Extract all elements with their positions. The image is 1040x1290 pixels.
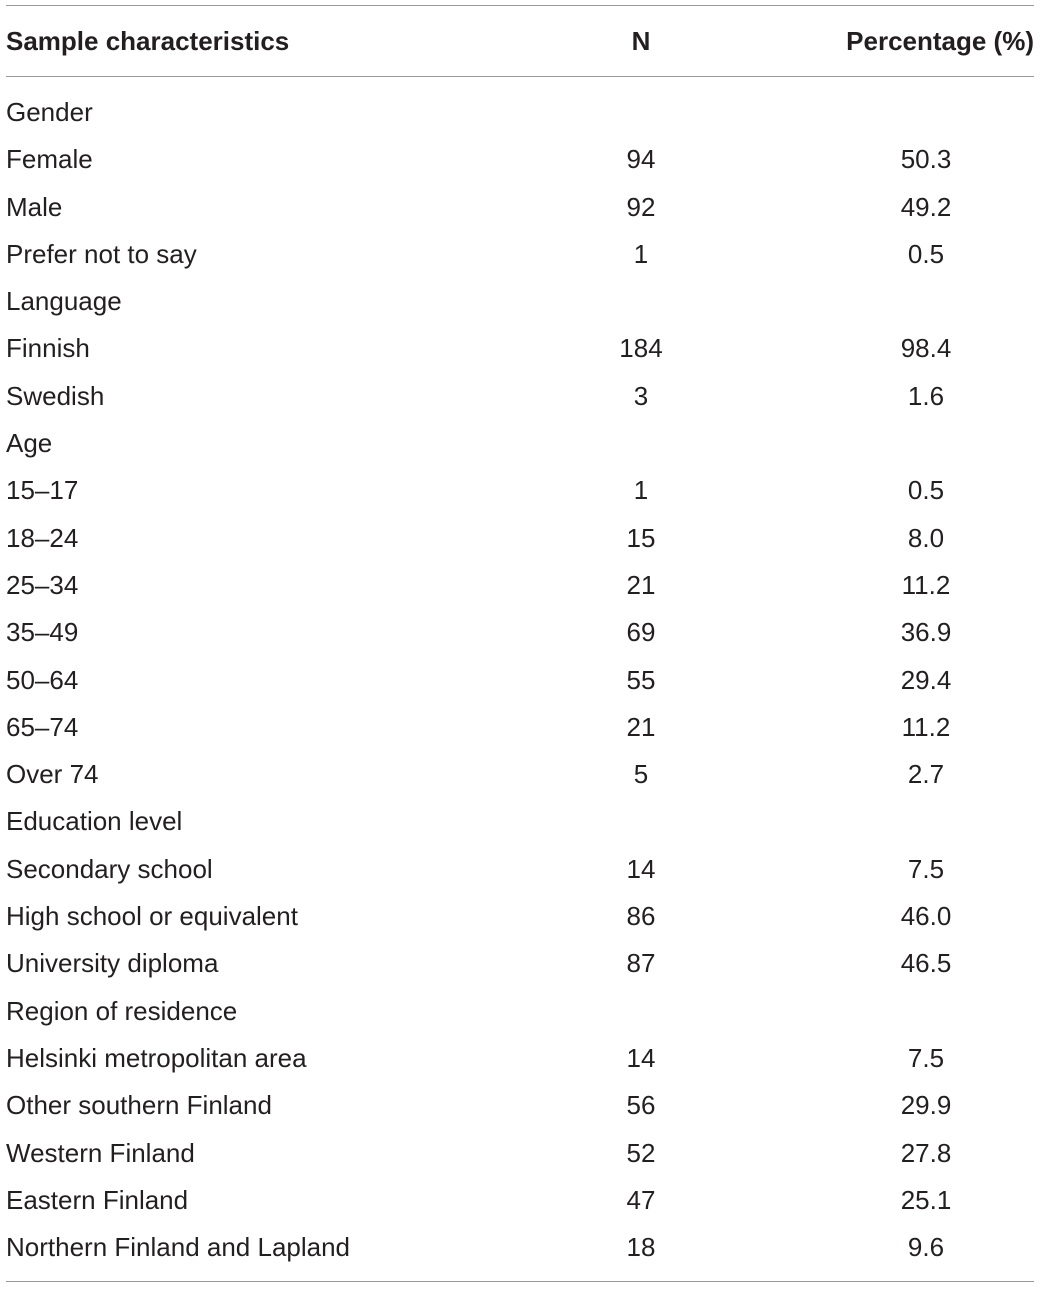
table-row — [6, 751, 1034, 798]
row-label: Prefer not to say — [6, 238, 197, 269]
row-percentage: 36.9 — [900, 617, 952, 648]
row-label: 25–34 — [6, 569, 79, 600]
table-row — [6, 1082, 1034, 1129]
row-label: Language — [6, 286, 122, 317]
table-row — [6, 940, 1034, 987]
table-row — [6, 420, 1034, 467]
row-percentage: 27.8 — [900, 1137, 952, 1168]
table-row — [6, 609, 1034, 656]
row-n: 55 — [626, 664, 656, 695]
row-label: Female — [6, 144, 93, 175]
row-percentage: 0.5 — [907, 475, 945, 506]
row-n: 69 — [626, 617, 656, 648]
row-label: 35–49 — [6, 617, 79, 648]
row-percentage: 46.0 — [900, 901, 952, 932]
row-label: Northern Finland and Lapland — [6, 1232, 351, 1263]
table-row — [6, 373, 1034, 420]
row-percentage: 1.6 — [907, 380, 945, 411]
header-n: N — [631, 26, 651, 56]
row-label: Finnish — [6, 333, 90, 364]
row-n: 21 — [626, 569, 656, 600]
row-n: 18 — [626, 1232, 656, 1263]
table-row — [6, 988, 1034, 1035]
row-n: 56 — [626, 1090, 656, 1121]
row-n: 21 — [626, 711, 656, 742]
row-n: 1 — [633, 238, 649, 269]
table-row — [6, 562, 1034, 609]
row-label: Helsinki metropolitan area — [6, 1042, 307, 1073]
row-label: Male — [6, 191, 63, 222]
row-percentage: 98.4 — [900, 333, 952, 364]
row-n: 92 — [626, 191, 656, 222]
row-label: Secondary school — [6, 853, 213, 884]
row-percentage: 25.1 — [900, 1184, 952, 1215]
header-percentage: Percentage (%) — [846, 26, 1034, 56]
row-label: Age — [6, 428, 53, 459]
row-label: University diploma — [6, 948, 219, 979]
row-label: 15–17 — [6, 475, 79, 506]
table-row — [6, 89, 1034, 136]
header-sample-characteristics: Sample characteristics — [6, 26, 290, 56]
row-n: 86 — [626, 901, 656, 932]
row-percentage: 11.2 — [901, 711, 951, 742]
row-label: Swedish — [6, 380, 105, 411]
row-n: 87 — [626, 948, 656, 979]
table-row — [6, 704, 1034, 751]
table-row — [6, 893, 1034, 940]
row-label: 65–74 — [6, 711, 79, 742]
row-n: 47 — [626, 1184, 656, 1215]
table-row — [6, 515, 1034, 562]
row-percentage: 49.2 — [900, 191, 952, 222]
table-row — [6, 278, 1034, 325]
row-n: 184 — [619, 333, 663, 364]
row-label: 18–24 — [6, 522, 79, 553]
table-row — [6, 798, 1034, 845]
table-body — [6, 77, 1034, 1281]
table-row — [6, 325, 1034, 372]
table-row — [6, 1177, 1034, 1224]
row-percentage: 2.7 — [907, 759, 945, 790]
table-row — [6, 657, 1034, 704]
table-row — [6, 467, 1034, 514]
row-percentage: 7.5 — [907, 853, 945, 884]
row-percentage: 29.9 — [900, 1090, 952, 1121]
row-percentage: 46.5 — [900, 948, 952, 979]
row-label: Over 74 — [6, 759, 99, 790]
row-n: 52 — [626, 1137, 656, 1168]
table-row — [6, 184, 1034, 231]
row-percentage: 0.5 — [907, 238, 945, 269]
row-n: 3 — [633, 380, 649, 411]
row-percentage: 50.3 — [900, 144, 952, 175]
table-row — [6, 846, 1034, 893]
row-percentage: 9.6 — [907, 1232, 945, 1263]
row-label: Education level — [6, 806, 183, 837]
table-row — [6, 231, 1034, 278]
row-n: 94 — [626, 144, 656, 175]
row-percentage: 29.4 — [900, 664, 952, 695]
row-n: 15 — [626, 522, 656, 553]
row-n: 1 — [633, 475, 649, 506]
row-label: Region of residence — [6, 995, 238, 1026]
row-label: Gender — [6, 97, 93, 127]
table-row — [6, 1035, 1034, 1082]
row-label: Other southern Finland — [6, 1090, 272, 1121]
table-row — [6, 1130, 1034, 1177]
row-percentage: 8.0 — [907, 522, 945, 553]
sample-characteristics-table — [6, 5, 1034, 1282]
row-label: 50–64 — [6, 664, 79, 695]
row-label: Eastern Finland — [6, 1184, 189, 1215]
row-n: 5 — [633, 759, 649, 790]
row-n: 14 — [626, 853, 656, 884]
bottom-rule — [6, 1281, 1034, 1282]
table-row — [6, 1224, 1034, 1271]
row-n: 14 — [626, 1042, 656, 1073]
table-header-row — [6, 6, 1034, 76]
row-label: Western Finland — [6, 1137, 195, 1168]
row-label: High school or equivalent — [6, 901, 298, 932]
table-row — [6, 136, 1034, 183]
row-percentage: 7.5 — [907, 1042, 945, 1073]
row-percentage: 11.2 — [901, 569, 951, 600]
